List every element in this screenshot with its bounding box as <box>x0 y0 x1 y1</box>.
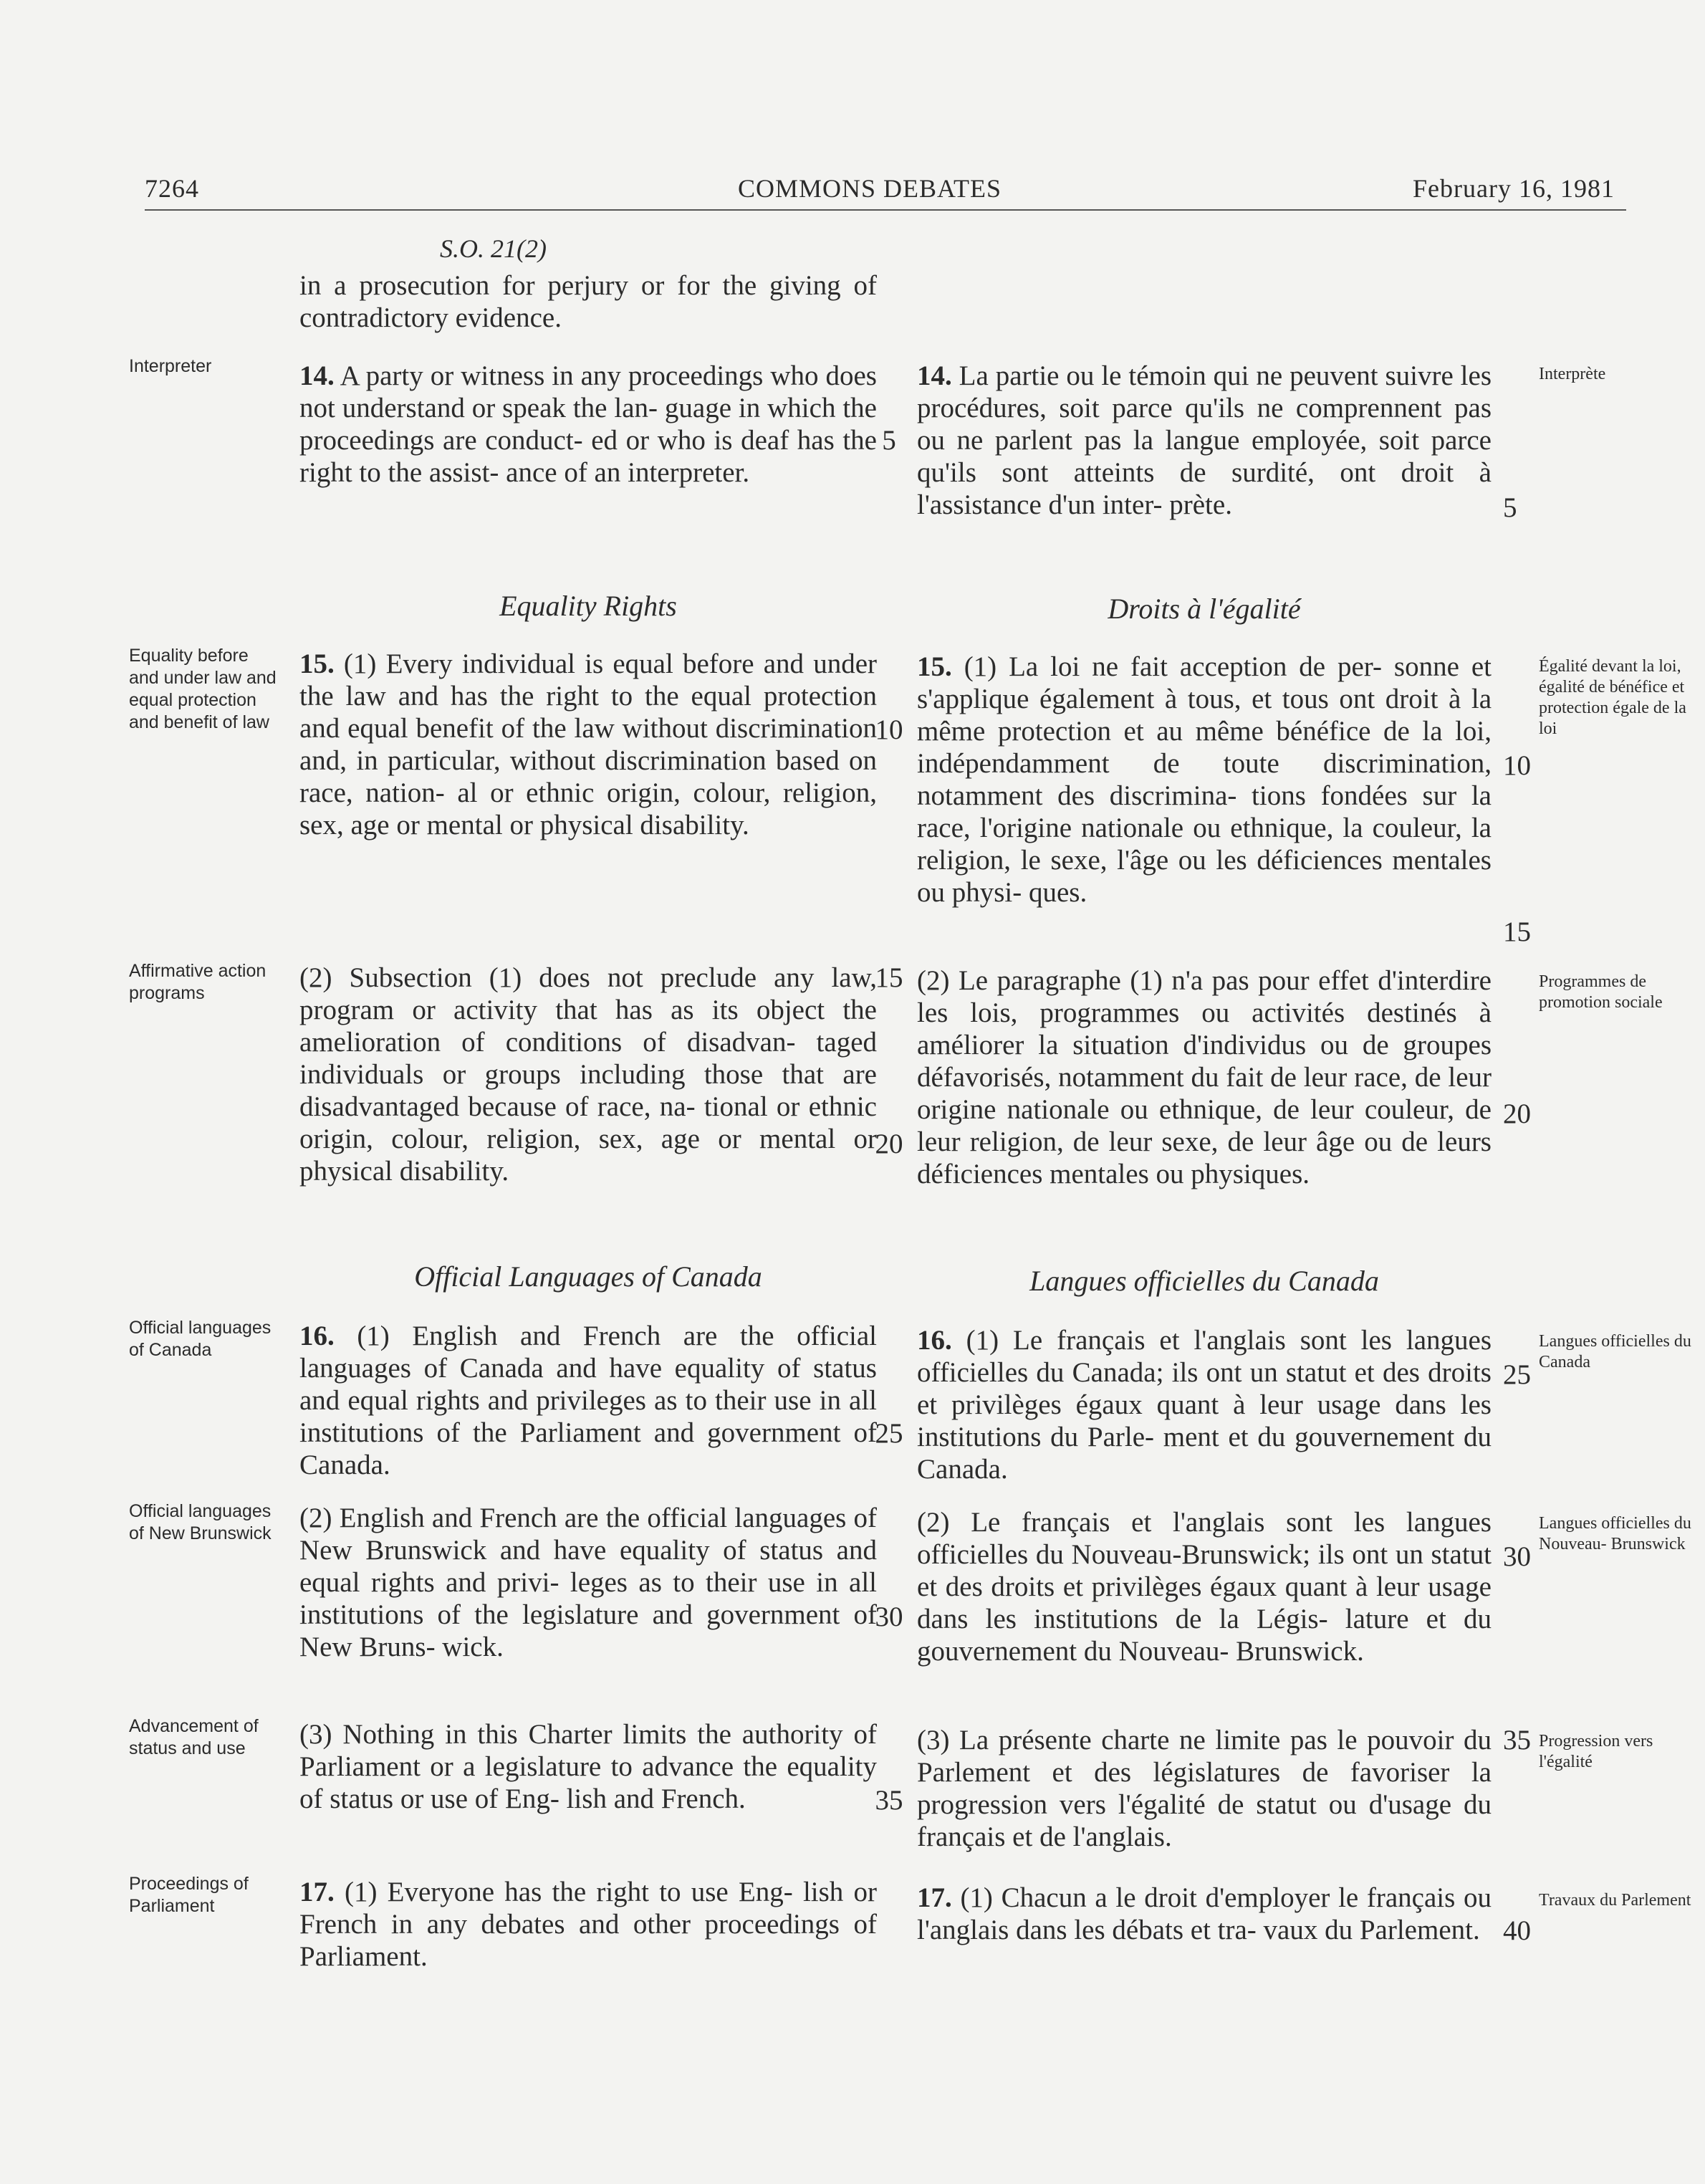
section-16-2-en: (2) English and French are the official languages of New Brunswick and have equality of status and equal rights and privi- leges as to their use in all institutions of the legislature and government of New Bruns- wick. <box>299 1503 877 1662</box>
page-number: 7264 <box>145 174 199 203</box>
section-17-1-en <box>299 1876 877 1973</box>
line-number: 25 <box>875 1418 903 1449</box>
section-14-fr <box>917 360 1492 521</box>
line-number: 30 <box>1503 1541 1531 1572</box>
line-number: 5 <box>1503 492 1517 523</box>
section-number: 15. <box>299 648 335 679</box>
section-16-1-fr <box>917 1324 1492 1485</box>
section-number: 16. <box>299 1321 335 1351</box>
section-16-3-en: (3) Nothing in this Charter limits the authority of Parliament or a legislature to advance the equality of status or use of Eng- lish and French. <box>299 1719 877 1814</box>
section-16-1-en <box>299 1320 877 1481</box>
section-number: 15. <box>917 651 952 682</box>
margin-note-nouveau-brunswick: Langues officielles du Nouveau- Brunswick <box>1539 1514 1691 1553</box>
section-text: A party or witness in any proceedings who does not understand or speak the lan- guage in which the proceedings are conduct- ed or who is deaf has the right to the assist- ance of an interpreter. <box>299 360 877 488</box>
line-number: 35 <box>875 1785 903 1816</box>
margin-note-progression: Progression vers l'égalité <box>1539 1732 1653 1771</box>
margin-note-travaux: Travaux du Parlement <box>1539 1891 1691 1910</box>
margin-note-new-brunswick: Official languages of New Brunswick <box>129 1501 272 1543</box>
heading-official-languages: Official Languages of Canada <box>414 1260 762 1293</box>
margin-note-egalite: Égalité devant la loi, égalité de bénéfice et protection égale de la loi <box>1539 657 1686 738</box>
standing-order-reference: S.O. 21(2) <box>440 234 547 263</box>
margin-note-affirmative-action: Affirmative action programs <box>129 961 266 1003</box>
line-number: 35 <box>1503 1725 1531 1756</box>
line-number: 10 <box>875 714 903 745</box>
section-15-2-fr: (2) Le paragraphe (1) n'a pas pour effet d'interdire les lois, programmes ou activités destinés à améliorer la situation d'individus ou de groupes défavorisés, notamment du fait de leur race, de leur origine nationale ou ethnique, de leur couleur, de leur religion, de leur sexe, de leur âge ou de leurs déficiences mentales ou physiques. <box>917 965 1492 1189</box>
section-14-en <box>299 360 877 489</box>
section-15-1-fr <box>917 651 1492 909</box>
section-16-2-fr: (2) Le français et l'anglais sont les langues officielles du Nouveau-Brunswick; ils ont un statut et des droits et privilèges égaux quant à leur usage dans les institutions de la Légis- lature et du gouvernement du Nouveau- Brunswick. <box>917 1507 1492 1667</box>
section-number: 16. <box>917 1325 952 1356</box>
section-text: (1) Every individual is equal before and under the law and has the right to the equal protection and equal benefit of the law without discrimination and, in particular, without discrimination based on race, nation- al or ethnic origin, colour, religion, sex, age or mental or physical disability. <box>299 648 878 840</box>
line-number: 15 <box>1503 916 1531 947</box>
line-number: 20 <box>1503 1098 1531 1129</box>
line-number: 10 <box>1503 750 1531 781</box>
margin-note-interprete: Interprète <box>1539 365 1606 383</box>
publication-title: COMMONS DEBATES <box>738 174 1002 203</box>
section-15-2-en: (2) Subsection (1) does not preclude any law, program or activity that has as its object the amelioration of conditions of disadvan- taged individuals or groups including those that are disadvantaged because of race, na- tional or ethnic origin, colour, religion, sex, age or mental or physical disability. <box>299 962 877 1187</box>
section-number: 17. <box>917 1882 952 1913</box>
header-rule <box>145 209 1626 211</box>
line-number: 30 <box>875 1601 903 1632</box>
margin-note-proceedings: Proceedings of Parliament <box>129 1874 249 1916</box>
section-number: 14. <box>299 360 335 391</box>
section-text: (1) Chacun a le droit d'employer le français ou l'anglais dans les débats et tra- vaux du Parlement. <box>917 1882 1492 1945</box>
margin-note-advancement: Advancement of status and use <box>129 1716 259 1758</box>
section-15-1-en <box>299 648 877 841</box>
margin-note-official-languages: Official languages of Canada <box>129 1318 272 1360</box>
line-number: 25 <box>1503 1359 1531 1390</box>
section-17-1-fr <box>917 1882 1492 1946</box>
line-number: 20 <box>875 1129 903 1159</box>
section-16-3-fr: (3) La présente charte ne limite pas le pouvoir du Parlement et des législatures de favoriser la progression vers l'égalité de statut ou d'usage du français et de l'anglais. <box>917 1725 1492 1852</box>
section-text: (1) Le français et l'anglais sont les langues officielles du Canada; ils ont un statut et des droits et privilèges égaux quant à leur usage dans les institutions du Parle- ment et du gouvernement du Canada. <box>917 1325 1492 1485</box>
section-text: (1) La loi ne fait acception de per- sonne et s'applique également à tous, et tous ont droit à la même protection et au même bénéfice de la loi, indépendamment de toute discrimination, notamment des discrimina- tions fondées sur la race, l'origine nationale ou ethnique, la couleur, la religion, le sexe, l'âge ou les déficiences mentales ou physi- ques. <box>917 651 1492 908</box>
margin-note-langues: Langues officielles du Canada <box>1539 1332 1691 1371</box>
section-number: 14. <box>917 360 952 391</box>
heading-langues-officielles: Langues officielles du Canada <box>1029 1265 1379 1297</box>
section-text: (1) Everyone has the right to use Eng- lish or French in any debates and other proceedings of Parliament. <box>299 1877 878 1972</box>
line-number: 5 <box>882 425 896 456</box>
margin-note-equality: Equality before and under law and equal protection and benefit of law <box>129 646 277 732</box>
margin-note-programmes: Programmes de promotion sociale <box>1539 972 1663 1012</box>
page-date: February 16, 1981 <box>1413 174 1615 203</box>
section-number: 17. <box>299 1877 335 1907</box>
heading-equality-rights: Equality Rights <box>499 590 677 622</box>
continuation-text: in a prosecution for perjury or for the giving of contradictory evidence. <box>299 270 877 333</box>
line-number: 40 <box>1503 1915 1531 1946</box>
section-text: (1) English and French are the official languages of Canada and have equality of status and equal rights and privileges as to their use in all institutions of the Parliament and government of Canada. <box>299 1321 878 1480</box>
section-text: La partie ou le témoin qui ne peuvent suivre les procédures, soit parce qu'ils ne comprennent pas ou ne parlent pas la langue employée, soit parce qu'ils sont atteints de surdité, ont droit à l'assistance d'un inter- prète. <box>917 360 1492 520</box>
line-number: 15 <box>875 962 903 993</box>
heading-droits-egalite: Droits à l'égalité <box>1108 593 1301 625</box>
margin-note-interpreter: Interpreter <box>129 356 212 376</box>
